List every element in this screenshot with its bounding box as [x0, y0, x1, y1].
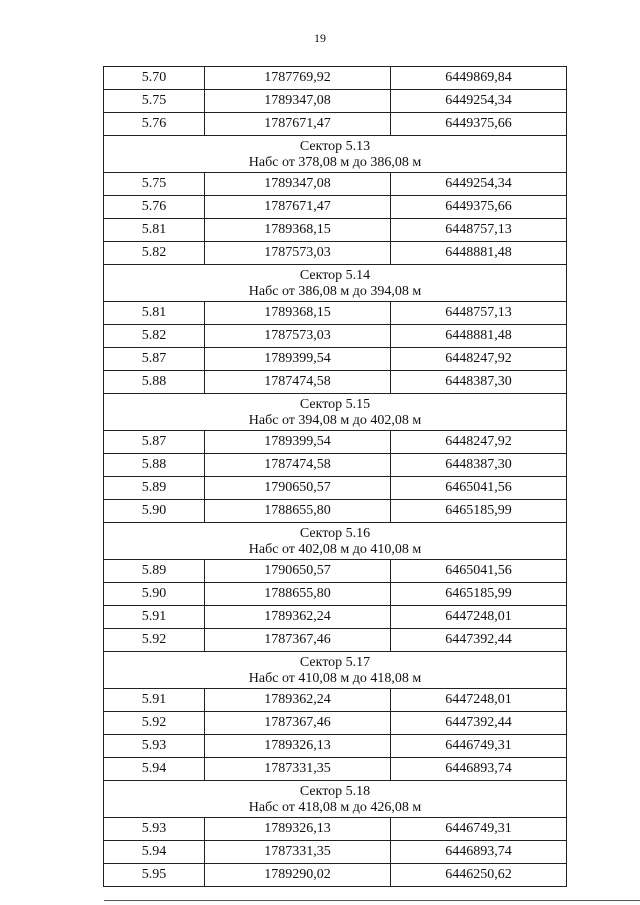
- sector-header-row: [104, 136, 567, 173]
- point-number-cell: 5.81: [104, 219, 205, 242]
- point-number-cell: 5.75: [104, 90, 205, 113]
- point-number-cell: 5.87: [104, 348, 205, 371]
- table-row: [104, 818, 567, 841]
- y-coordinate-cell: 6448757,13: [391, 302, 567, 325]
- x-coordinate-cell: 1789362,24: [205, 689, 391, 712]
- table-row: [104, 583, 567, 606]
- point-number-cell: 5.87: [104, 431, 205, 454]
- y-coordinate-cell: 6465185,99: [391, 500, 567, 523]
- point-number-cell: 5.91: [104, 606, 205, 629]
- sector-header-row: [104, 652, 567, 689]
- sector-header-row: [104, 394, 567, 431]
- point-number-cell: 5.92: [104, 712, 205, 735]
- sector-title: Сектор 5.14: [299, 267, 371, 283]
- table-row: [104, 371, 567, 394]
- sector-header-row: [104, 781, 567, 818]
- x-coordinate-cell: 1787671,47: [205, 196, 391, 219]
- x-coordinate-cell: 1787474,58: [205, 371, 391, 394]
- point-number-cell: 5.95: [104, 864, 205, 887]
- point-number-cell: 5.70: [104, 67, 205, 90]
- point-number-cell: 5.91: [104, 689, 205, 712]
- sector-depth-range: Набс от 394,08 м до 402,08 м: [248, 412, 422, 428]
- sector-depth-range: Набс от 386,08 м до 394,08 м: [248, 283, 422, 299]
- table-row: [104, 864, 567, 887]
- y-coordinate-cell: 6448881,48: [391, 325, 567, 348]
- point-number-cell: 5.88: [104, 454, 205, 477]
- x-coordinate-cell: 1787367,46: [205, 629, 391, 652]
- x-coordinate-cell: 1789290,02: [205, 864, 391, 887]
- table-row: [104, 67, 567, 90]
- table-row: [104, 90, 567, 113]
- point-number-cell: 5.82: [104, 242, 205, 265]
- sector-header-cell: [104, 652, 567, 689]
- x-coordinate-cell: 1787769,92: [205, 67, 391, 90]
- coordinates-table: [103, 66, 567, 887]
- sector-title: Сектор 5.13: [299, 138, 371, 154]
- y-coordinate-cell: 6449254,34: [391, 90, 567, 113]
- point-number-cell: 5.92: [104, 629, 205, 652]
- point-number-cell: 5.94: [104, 841, 205, 864]
- sector-depth-range: Набс от 378,08 м до 386,08 м: [248, 154, 422, 170]
- table-row: [104, 325, 567, 348]
- x-coordinate-cell: 1789362,24: [205, 606, 391, 629]
- x-coordinate-cell: 1787331,35: [205, 841, 391, 864]
- sector-title: Сектор 5.17: [299, 654, 371, 670]
- x-coordinate-cell: 1789399,54: [205, 348, 391, 371]
- x-coordinate-cell: 1789347,08: [205, 90, 391, 113]
- point-number-cell: 5.93: [104, 735, 205, 758]
- coordinates-table-body: [104, 67, 567, 887]
- bottom-rule: [104, 900, 640, 901]
- sector-title: Сектор 5.16: [299, 525, 371, 541]
- page-number: 19: [314, 31, 326, 45]
- table-row: [104, 302, 567, 325]
- y-coordinate-cell: 6449254,34: [391, 173, 567, 196]
- table-row: [104, 629, 567, 652]
- y-coordinate-cell: 6449375,66: [391, 196, 567, 219]
- y-coordinate-cell: 6447248,01: [391, 689, 567, 712]
- point-number-cell: 5.89: [104, 477, 205, 500]
- y-coordinate-cell: 6447248,01: [391, 606, 567, 629]
- point-number-cell: 5.93: [104, 818, 205, 841]
- sector-header-row: [104, 265, 567, 302]
- x-coordinate-cell: 1790650,57: [205, 477, 391, 500]
- y-coordinate-cell: 6465041,56: [391, 477, 567, 500]
- point-number-cell: 5.90: [104, 583, 205, 606]
- point-number-cell: 5.82: [104, 325, 205, 348]
- table-row: [104, 348, 567, 371]
- y-coordinate-cell: 6465041,56: [391, 560, 567, 583]
- sector-depth-range: Набс от 418,08 м до 426,08 м: [248, 799, 422, 815]
- table-row: [104, 560, 567, 583]
- y-coordinate-cell: 6448881,48: [391, 242, 567, 265]
- y-coordinate-cell: 6446893,74: [391, 841, 567, 864]
- y-coordinate-cell: 6449869,84: [391, 67, 567, 90]
- x-coordinate-cell: 1789399,54: [205, 431, 391, 454]
- sector-title: Сектор 5.15: [299, 396, 371, 412]
- table-row: [104, 196, 567, 219]
- sector-depth-range: Набс от 402,08 м до 410,08 м: [248, 541, 422, 557]
- y-coordinate-cell: 6446250,62: [391, 864, 567, 887]
- x-coordinate-cell: 1787474,58: [205, 454, 391, 477]
- y-coordinate-cell: 6447392,44: [391, 629, 567, 652]
- sector-header-cell: [104, 781, 567, 818]
- x-coordinate-cell: 1789368,15: [205, 219, 391, 242]
- x-coordinate-cell: 1787573,03: [205, 242, 391, 265]
- table-row: [104, 758, 567, 781]
- x-coordinate-cell: 1788655,80: [205, 500, 391, 523]
- y-coordinate-cell: 6446749,31: [391, 818, 567, 841]
- x-coordinate-cell: 1788655,80: [205, 583, 391, 606]
- table-row: [104, 113, 567, 136]
- point-number-cell: 5.76: [104, 196, 205, 219]
- table-row: [104, 712, 567, 735]
- sector-title: Сектор 5.18: [299, 783, 371, 799]
- table-row: [104, 500, 567, 523]
- point-number-cell: 5.76: [104, 113, 205, 136]
- y-coordinate-cell: 6446893,74: [391, 758, 567, 781]
- x-coordinate-cell: 1787367,46: [205, 712, 391, 735]
- table-row: [104, 689, 567, 712]
- y-coordinate-cell: 6465185,99: [391, 583, 567, 606]
- table-row: [104, 219, 567, 242]
- point-number-cell: 5.89: [104, 560, 205, 583]
- sector-header-cell: [104, 523, 567, 560]
- x-coordinate-cell: 1789326,13: [205, 818, 391, 841]
- sector-header-row: [104, 523, 567, 560]
- table-row: [104, 606, 567, 629]
- x-coordinate-cell: 1789347,08: [205, 173, 391, 196]
- y-coordinate-cell: 6448757,13: [391, 219, 567, 242]
- point-number-cell: 5.88: [104, 371, 205, 394]
- point-number-cell: 5.90: [104, 500, 205, 523]
- table-row: [104, 735, 567, 758]
- y-coordinate-cell: 6449375,66: [391, 113, 567, 136]
- y-coordinate-cell: 6448247,92: [391, 431, 567, 454]
- table-row: [104, 242, 567, 265]
- y-coordinate-cell: 6446749,31: [391, 735, 567, 758]
- y-coordinate-cell: 6448387,30: [391, 454, 567, 477]
- x-coordinate-cell: 1787573,03: [205, 325, 391, 348]
- point-number-cell: 5.94: [104, 758, 205, 781]
- point-number-cell: 5.75: [104, 173, 205, 196]
- x-coordinate-cell: 1787331,35: [205, 758, 391, 781]
- y-coordinate-cell: 6447392,44: [391, 712, 567, 735]
- table-row: [104, 431, 567, 454]
- x-coordinate-cell: 1789368,15: [205, 302, 391, 325]
- sector-depth-range: Набс от 410,08 м до 418,08 м: [248, 670, 422, 686]
- sector-header-cell: [104, 136, 567, 173]
- table-row: [104, 454, 567, 477]
- x-coordinate-cell: 1790650,57: [205, 560, 391, 583]
- x-coordinate-cell: 1787671,47: [205, 113, 391, 136]
- x-coordinate-cell: 1789326,13: [205, 735, 391, 758]
- y-coordinate-cell: 6448247,92: [391, 348, 567, 371]
- sector-header-cell: [104, 394, 567, 431]
- table-row: [104, 173, 567, 196]
- sector-header-cell: [104, 265, 567, 302]
- point-number-cell: 5.81: [104, 302, 205, 325]
- table-row: [104, 841, 567, 864]
- y-coordinate-cell: 6448387,30: [391, 371, 567, 394]
- table-row: [104, 477, 567, 500]
